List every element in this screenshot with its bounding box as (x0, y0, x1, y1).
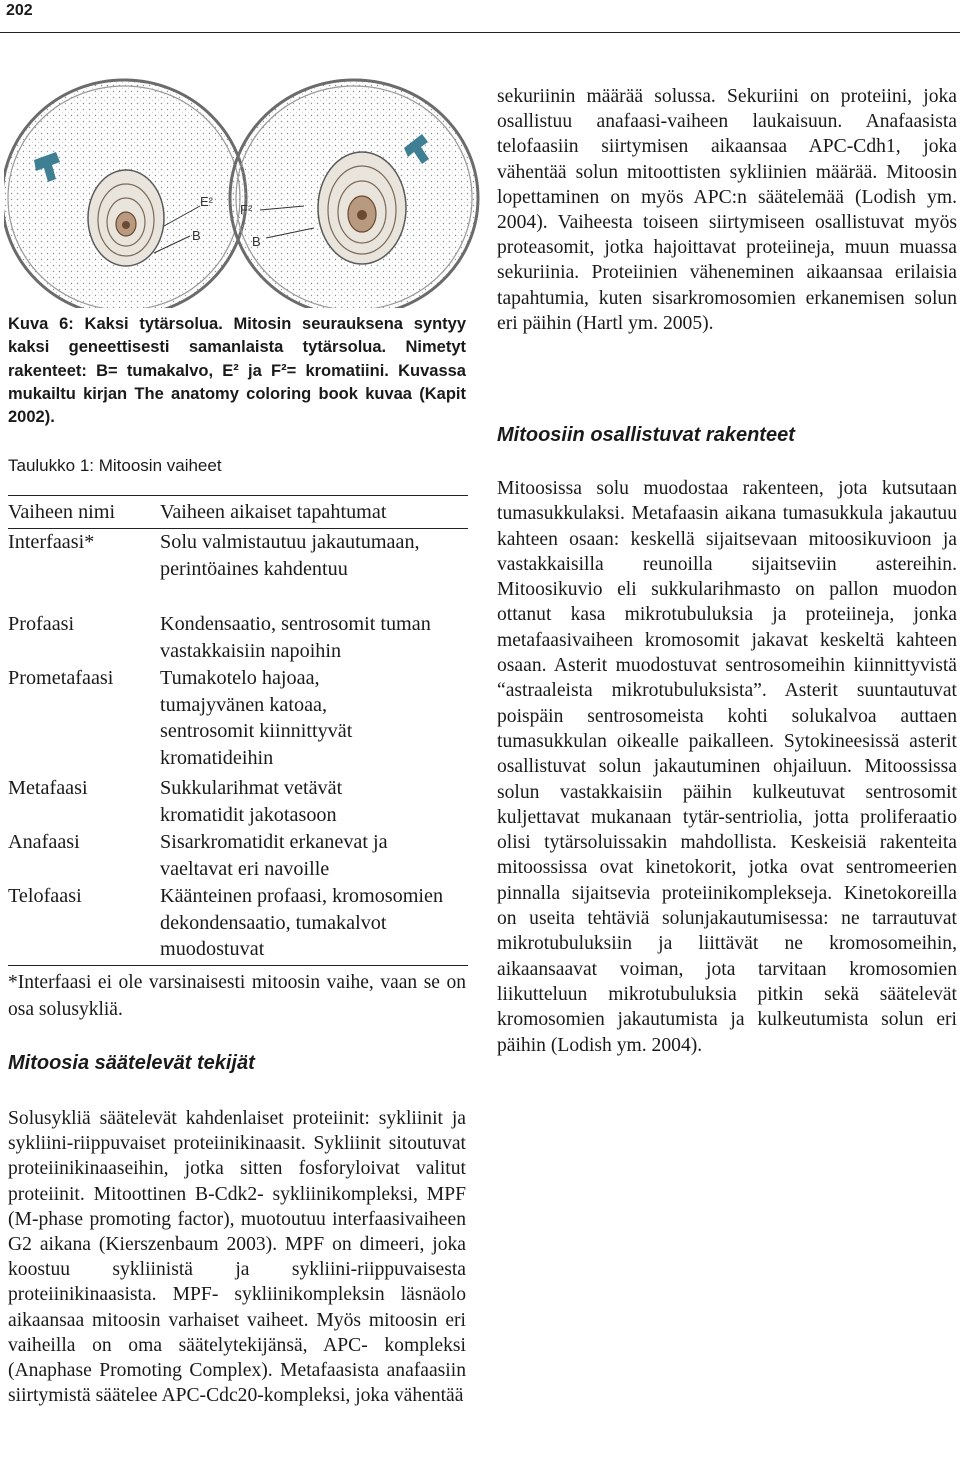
table-title: Taulukko 1: Mitoosin vaiheet (8, 456, 222, 475)
phase-events: Kondensaatio, sentrosomit tuman vastakkaisiin napoihin (160, 613, 431, 662)
phase-name: Telofaasi (8, 885, 82, 907)
table-header-row (8, 496, 468, 528)
phase-events: Solu valmistautuu jakautumaan, perintöaines kahdentuu (160, 531, 420, 580)
paragraph-structures: Mitoosissa solu muodostaa rakenteen, jota kutsutaan tumasukkulaksi. Metafaasin aikana tumasukkula jakautuu kahteen osaan: keskellä sijaitsevaan mitoosikuvioon ja vastakkaisilla reunoilla sijaitseviin astereihin. Mitoosikuvio eli sukkularihmasto on pallon muodon ottanut kasa mikrotubuluksia ja proteiineja, jonka metafaasivaiheen kromosomit jakavat keskeltä kahteen osaan. Asterit muodostuvat sentrosomeihin kiinnittyvistä “astraaleista mikrotubuluksista”. Asterit suuntautuvat poispäin sentrosomeista kohti solukalvoa auttaen tumasukkulan oikealle paikalleen. Sytokineesissä asterit osallistuvat solun jakautuminen ohjailuun. Mitoossissa solun vastakkaisiin päihin kulkeutuvat sentrosomit kuljettavat mukanaan tytär-sentriolia, jotta proliferaatio olisi tytärsoluissakin mahdollista. Keskeisiä rakenteita mitoossissa ovat kinetokorit, jotka ovat sentromeerien pinnalla sijaitsevia proteiinikomplekseja. Kinetokoreilla on useita tehtäviä solunjakautumisessa: ne tarrautuvat mikrotubuluksiin ja liittävät ne kromosomeihin, aikaansaavat voiman, jota tarvitaan kromosomien liikutteluun mikrotubuluksia pitkin sekä säätelevät kromosomien jakautumista ja kulkeutumista solun eri päihin (Lodish ym. 2004). (497, 478, 957, 1056)
daughter-cells-figure (4, 78, 490, 308)
phase-name: Interfaasi* (8, 531, 95, 553)
table-row (8, 883, 468, 965)
header-rule (0, 32, 960, 33)
table-row (8, 529, 468, 611)
left-cell (4, 78, 246, 308)
header-phase-name: Vaiheen nimi (8, 501, 116, 523)
paragraph-regulators: Solusykliä säätelevät kahdenlaiset proteiinit: sykliinit ja sykliini-riippuvaiset proteiinikinaasit. Sykliinit sitoutuvat proteiinikinaaseihin, jotka sitten fosforyloivat valitut proteiinit. Mitoottinen B-Cdk2- sykliinikompleksi, MPF (M-phase promoting factor), muotoutuu interfaasivaiheen G2 aikana (Kierszenbaum 2003). MPF on dimeeri, joka koostuu sykliinistä ja sykliini-riippuvaisesta proteiinikinaasista. MPF- sykliinikompleksin läsnäolo aikaansaa mitoosin varhaiset vaiheet. Myös mitoosin eri vaiheilla on oma säätelytekijänsä, APC- kompleksi (Anaphase Promoting Complex). Metafaasista anafaasiin siirtymistä säätelee APC-Cdc20-kompleksi, joka vähentää (8, 1108, 466, 1407)
label-b-right: B (252, 234, 261, 249)
table-row (8, 665, 468, 775)
phase-events: Sukkularihmat vetävät kromatidit jakotasoon (160, 777, 343, 826)
phase-name: Prometafaasi (8, 667, 114, 689)
paragraph-securin: sekuriinin määrää solussa. Sekuriini on proteiini, joka osallistuu anafaasi-vaiheen laukaisuun. Anafaasista telofaasiin siirtymisen aikaansaa APC-Cdh1, joka vähentää solun mitoottisten sykliinien määrää. Mitoosin lopettaminen on myös APC:n säätelemää (Lodish ym. 2004). Vaiheesta toiseen siirtymiseen osallistuvat myös proteasomit, jotka hajoittavat proteiineja, muun muassa sekuriinia. Proteiinien väheneminen aikaansaa erilaisia tapahtumia, kuten sisarkromosomien erkanemisen solun eri päihin (Hartl ym. 2005). (497, 86, 957, 334)
label-b-left: B (192, 228, 201, 243)
table-row (8, 611, 468, 665)
phase-events: Sisarkromatidit erkanevat ja vaeltavat eri navoille (160, 831, 388, 880)
table-bottom-rule (8, 965, 468, 966)
phases-table (8, 495, 468, 966)
phase-events: Käänteinen profaasi, kromosomien dekondensaatio, tumakalvot muodostuvat (160, 885, 444, 960)
label-e2: E² (200, 194, 213, 209)
label-f2: F² (240, 202, 253, 217)
table-row (8, 829, 468, 883)
section-heading-regulators: Mitoosia säätelevät tekijät (8, 1052, 255, 1074)
section-heading-structures: Mitoosiin osallistuvat rakenteet (497, 424, 795, 446)
table-footnote: *Interfaasi ei ole varsinaisesti mitoosin vaihe, vaan se on osa solusykliä. (8, 972, 466, 1020)
table-row (8, 775, 468, 829)
phase-events: Tumakotelo hajoaa, tumajyvänen katoaa, sentrosomit kiinnittyvät kromatideihin (160, 667, 353, 769)
right-cell (230, 80, 478, 308)
header-phase-events: Vaiheen aikaiset tapahtumat (160, 501, 387, 523)
figure-caption: Kuva 6: Kaksi tytärsolua. Mitosin seurauksena syntyy kaksi geneettisesti samanlaista tytärsolua. Nimetyt rakenteet: B= tumakalvo, E² ja F²= kromatiini. Kuvassa mukailtu kirjan The anatomy coloring book kuvaa (Kapit 2002). (8, 315, 466, 427)
page-number: 202 (6, 2, 33, 19)
phase-name: Profaasi (8, 613, 75, 635)
phase-name: Metafaasi (8, 777, 88, 799)
phase-name: Anafaasi (8, 831, 80, 853)
